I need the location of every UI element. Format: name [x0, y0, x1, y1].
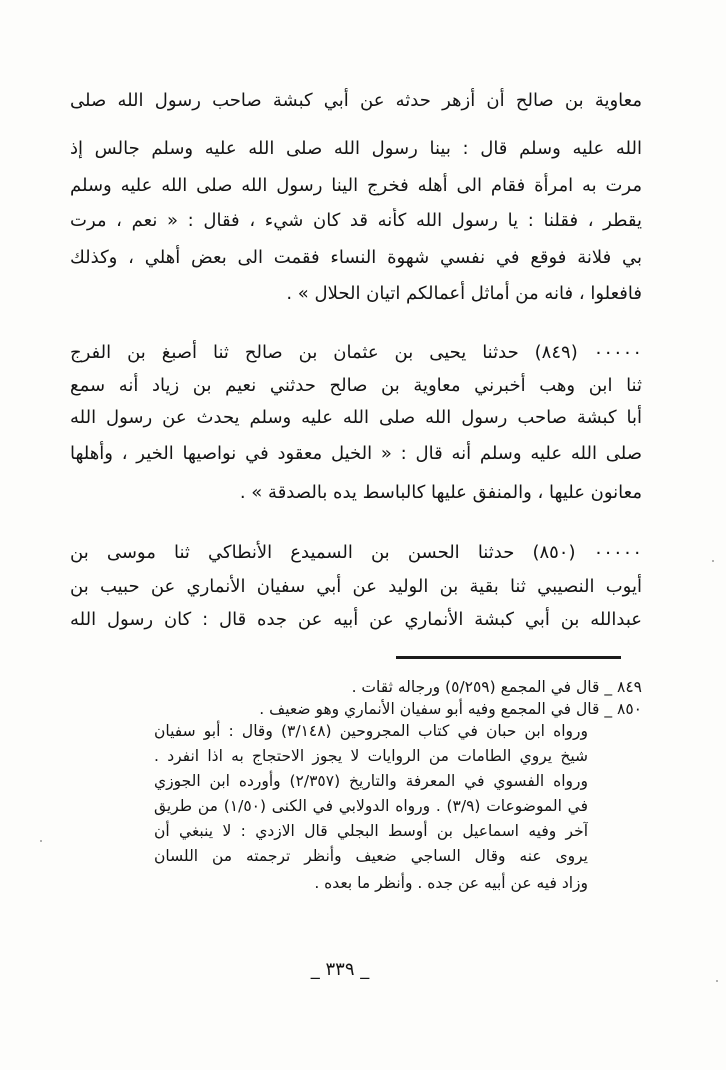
- footnote-line: في الموضوعات (٣/٩) . ورواه الدولابي في الكنى (١/٥٠) من طريق: [154, 797, 588, 815]
- main-text-line: يقطر ، فقلنا : يا رسول الله كأنه قد كان شيء ، فقال : « نعم ، مرت: [70, 210, 642, 231]
- main-text-line: مرت به امرأة فقام الى أهله فخرج الينا رسول الله صلى الله عليه وسلم: [70, 175, 642, 196]
- footnote-line: آخر وفيه اسماعيل بن أوسط البجلي قال الازدي : لا ينبغي أن: [154, 822, 588, 840]
- footnote-line: وزاد فيه عن أبيه عن جده . وأنظر ما بعده .: [314, 874, 588, 892]
- scan-speck: [712, 560, 714, 562]
- footnote-separator: [396, 656, 621, 659]
- hadith-849-line: معانون عليها ، والمنفق عليها كالباسط يده بالصدقة » .: [239, 482, 642, 503]
- scan-speck: [40, 840, 42, 842]
- hadith-849-line: أبا كبشة صاحب رسول الله صلى الله عليه وسلم يحدث عن رسول الله: [70, 407, 642, 428]
- footnote-line: ٨٤٩ _ قال في المجمع (٥/٢٥٩) ورجاله ثقات .: [351, 678, 642, 696]
- footnote-line: ٨٥٠ _ قال في المجمع وفيه أبو سفيان الأنماري وهو ضعيف .: [259, 700, 642, 718]
- hadith-850-line: عبدالله بن أبي كبشة الأنماري عن أبيه عن جده قال : كان رسول الله: [70, 609, 642, 630]
- hadith-849-line: ثنا ابن وهب أخبرني معاوية بن صالح حدثني نعيم بن زياد أنه سمع: [70, 375, 642, 396]
- scan-speck: [716, 980, 718, 982]
- main-text-line: بي فلانة فوقع في نفسي شهوة النساء فقمت الى بعض أهلي ، وكذلك: [70, 247, 642, 268]
- main-text-line: الله عليه وسلم قال : بينا رسول الله صلى الله عليه وسلم جالس إذ: [70, 138, 642, 159]
- page-number: _ ٣٣٩ _: [310, 959, 370, 980]
- hadith-850-line: أيوب النصيبي ثنا بقية بن الوليد عن أبي سفيان الأنماري عن حبيب بن: [70, 576, 642, 597]
- footnote-line: ورواه الفسوي في المعرفة والتاريخ (٢/٣٥٧) وأورده ابن الجوزي: [154, 772, 588, 790]
- main-text-line: معاوية بن صالح أن أزهر حدثه عن أبي كبشة صاحب رسول الله صلى: [70, 90, 642, 111]
- main-text-line: فافعلوا ، فانه من أماثل أعمالكم اتيان الحلال » .: [286, 283, 642, 304]
- footnote-line: يروى عنه وقال الساجي ضعيف وأنظر ترجمته من اللسان: [154, 847, 588, 865]
- footnote-line: شيخ يروي الطامات من الروايات لا يجوز الاحتجاج به اذا انفرد .: [154, 747, 588, 765]
- footnote-line: ورواه ابن حبان في كتاب المجروحين (٣/١٤٨) وقال : أبو سفيان: [154, 722, 588, 740]
- hadith-849-line: ٠٠٠٠٠ (٨٤٩) حدثنا يحيى بن عثمان بن صالح ثنا أصبغ بن الفرج: [70, 342, 642, 363]
- hadith-850-line: ٠٠٠٠٠ (٨٥٠) حدثنا الحسن بن السميدع الأنطاكي ثنا موسى بن: [70, 542, 642, 563]
- hadith-849-line: صلى الله عليه وسلم أنه قال : « الخيل معقود في نواصيها الخير ، وأهلها: [70, 443, 642, 464]
